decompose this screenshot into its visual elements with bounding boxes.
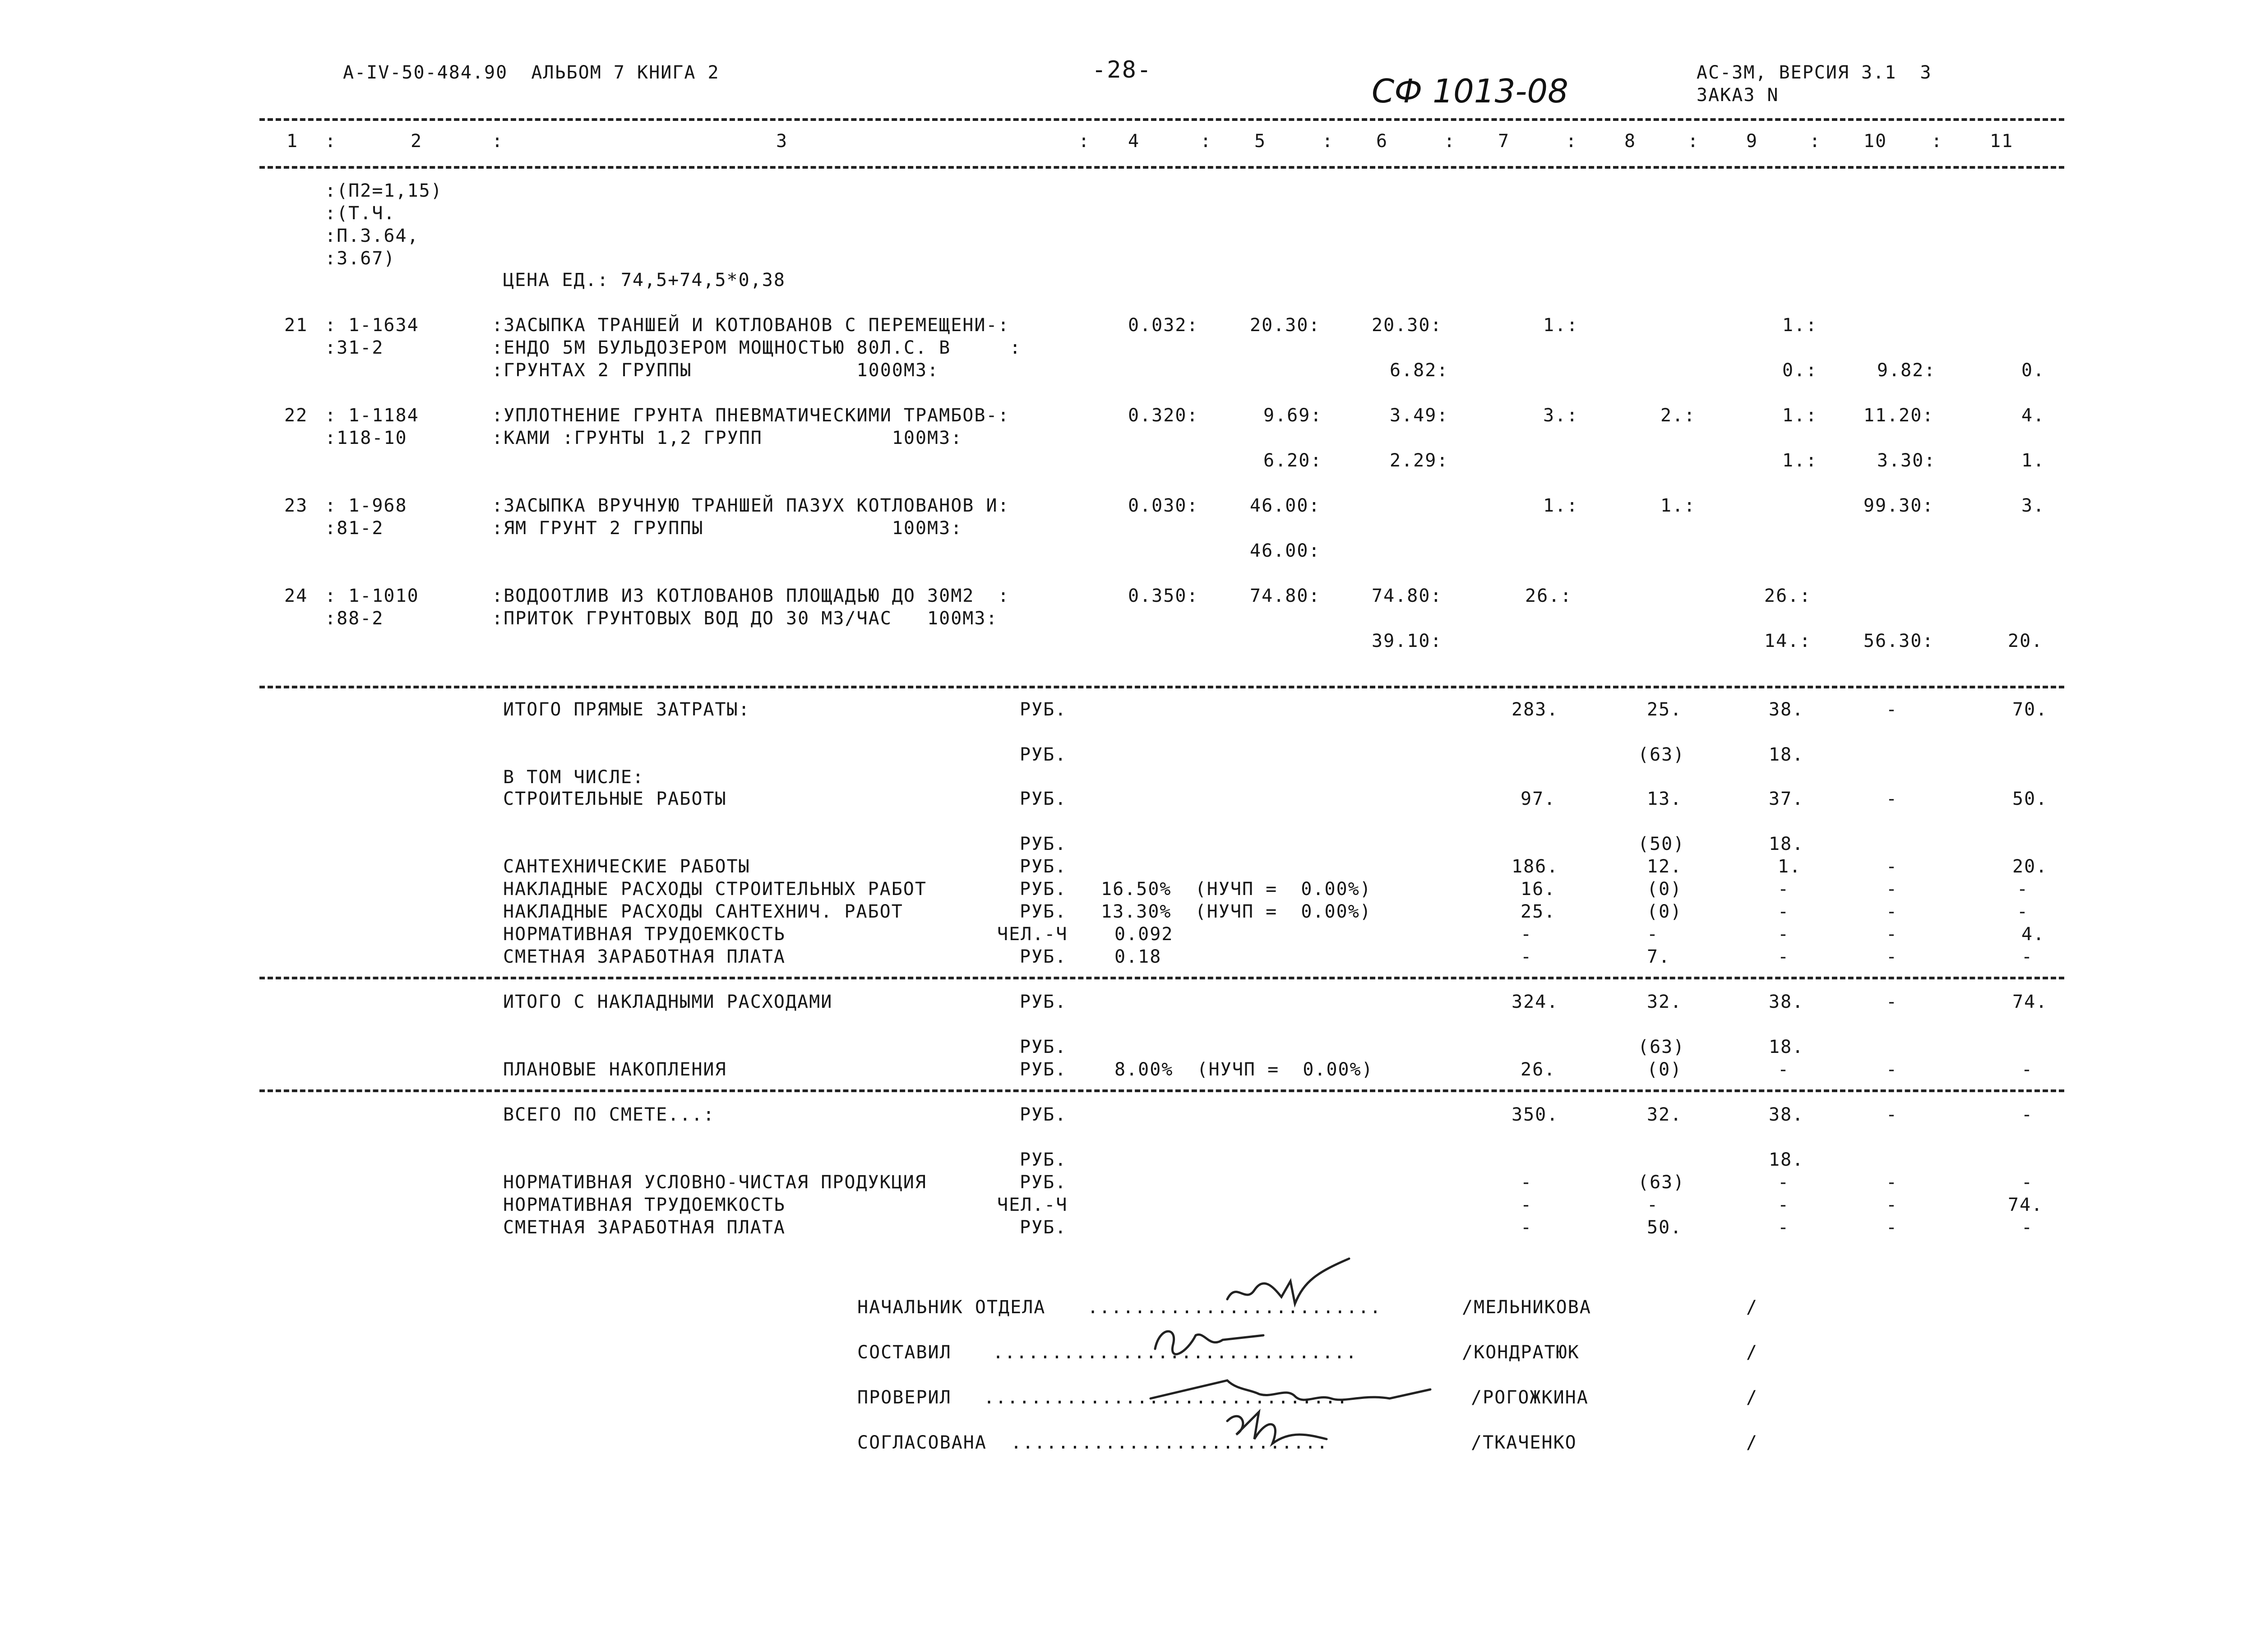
total-col4: 16.50% (НУЧП = 0.00%): [1101, 879, 1372, 900]
col-header-2: 2: [411, 131, 423, 152]
overhead-col11: 74.: [2012, 992, 2048, 1012]
grand-col11: -: [2021, 1104, 2034, 1125]
signature-end: /: [1746, 1387, 1758, 1408]
grand-col11: 74.: [2008, 1195, 2043, 1215]
header-version: АС-3М, ВЕРСИЯ 3.1 3: [1697, 62, 1932, 83]
cell-col4: 0.030:: [1128, 495, 1199, 516]
cell-col4: 0.032:: [1128, 315, 1199, 336]
item-description: :ВОДООТЛИВ ИЗ КОТЛОВАНОВ ПЛОЩАДЬЮ ДО 30М2 :: [492, 586, 1010, 606]
overhead-label: ИТОГО С НАКЛАДНЫМИ РАСХОДАМИ: [503, 992, 833, 1012]
grand-col8: 32.: [1647, 1104, 1683, 1125]
grand-col9: 38.: [1769, 1104, 1804, 1125]
cell-col6: 3.49:: [1390, 405, 1449, 426]
total-col8: 7.: [1647, 946, 1671, 967]
cell-col11: 3.: [2021, 495, 2045, 516]
cell-col7: 1.:: [1543, 315, 1579, 336]
total-col4: 0.092: [1114, 924, 1174, 945]
overhead-unit: РУБ.: [1020, 1059, 1067, 1080]
col-sep: :: [1687, 131, 1700, 152]
total-col10: -: [1886, 901, 1898, 922]
signature-dots: ...............................: [984, 1387, 1349, 1408]
overhead-label: ПЛАНОВЫЕ НАКОПЛЕНИЯ: [503, 1059, 727, 1080]
total-col9: 37.: [1769, 789, 1804, 809]
cell-col7: 26.:: [1525, 586, 1572, 606]
cell-col9: 1.:: [1782, 315, 1818, 336]
cell-col8: 2.:: [1660, 405, 1696, 426]
cell-col10: 56.30:: [1863, 631, 1934, 651]
overhead-col4: 8.00% (НУЧП = 0.00%): [1114, 1059, 1373, 1080]
total-col4: 13.30% (НУЧП = 0.00%): [1101, 901, 1372, 922]
total-col10: -: [1886, 856, 1898, 877]
total-col7: -: [1521, 924, 1533, 945]
cell-col10-sub: 3.30:: [1877, 450, 1936, 471]
item-description: :ЗАСЫПКА ВРУЧНУЮ ТРАНШЕЙ ПАЗУХ КОТЛОВАНОВ И:: [492, 495, 1010, 516]
grand-col9: -: [1778, 1217, 1790, 1238]
item-number: 24: [284, 586, 308, 606]
col-header-separators: :: [325, 131, 337, 152]
signature-dots: .........................: [1087, 1297, 1382, 1318]
col-sep: :: [492, 131, 504, 152]
item-code: : 1-1634: [325, 315, 419, 336]
overhead-unit: РУБ.: [1020, 992, 1067, 1012]
grand-col11: -: [2021, 1172, 2034, 1193]
total-col11: 70.: [2012, 699, 2048, 720]
overhead-rule: [259, 977, 2064, 979]
col-sep: :: [1809, 131, 1821, 152]
cell-col10: 9.82:: [1877, 360, 1936, 381]
total-col8: 12.: [1647, 856, 1683, 877]
total-col11: 4.: [2021, 924, 2045, 945]
grand-col7: -: [1521, 1172, 1533, 1193]
total-col11: 50.: [2012, 789, 2048, 809]
signature-name: /МЕЛЬНИКОВА: [1462, 1297, 1591, 1318]
total-col9: 38.: [1769, 699, 1804, 720]
overhead-col7: 324.: [1512, 992, 1559, 1012]
col-header-8: 8: [1624, 131, 1637, 152]
cell-col9-sub: 14.:: [1764, 631, 1812, 651]
total-unit: РУБ.: [1020, 789, 1067, 809]
header-rule-top: [259, 118, 2064, 121]
cell-col11-sub: 1.: [2021, 450, 2045, 471]
grand-col9: -: [1778, 1195, 1790, 1215]
header-rule-bottom: [259, 166, 2064, 169]
total-col11: -: [2017, 879, 2029, 900]
col-sep: :: [1931, 131, 1943, 152]
total-col10: -: [1886, 946, 1898, 967]
cell-col6: 74.80:: [1372, 586, 1442, 606]
overhead-col8: (63): [1638, 1037, 1685, 1057]
col-sep: :: [1566, 131, 1578, 152]
total-col11: -: [2017, 901, 2029, 922]
total-col8: (0): [1647, 901, 1683, 922]
total-col8: 25.: [1647, 699, 1683, 720]
overhead-unit: РУБ.: [1020, 1037, 1067, 1057]
total-label: САНТЕХНИЧЕСКИЕ РАБОТЫ: [503, 856, 750, 877]
overhead-col11: -: [2021, 1059, 2034, 1080]
cell-col5: 20.30:: [1250, 315, 1321, 336]
cell-col11: 20.: [2008, 631, 2043, 651]
cell-col9: 1.:: [1782, 405, 1818, 426]
col-sep: :: [1322, 131, 1334, 152]
coefficient-note-4: :3.67): [325, 248, 396, 269]
col-header-4: 4: [1128, 131, 1140, 152]
grand-col8: 50.: [1647, 1217, 1683, 1238]
total-col7: 25.: [1521, 901, 1556, 922]
grand-unit: ЧЕЛ.-Ч: [997, 1195, 1068, 1215]
col-sep: :: [1078, 131, 1091, 152]
total-col9: 1.: [1778, 856, 1802, 877]
grand-col7: -: [1521, 1217, 1533, 1238]
item-code: : 1-1010: [325, 586, 419, 606]
cell-col6-sub: 2.29:: [1390, 450, 1449, 471]
cell-col5: 9.69:: [1263, 405, 1322, 426]
item-description: :ГРУНТАХ 2 ГРУППЫ 1000М3:: [492, 360, 939, 381]
grand-col7: -: [1521, 1195, 1533, 1215]
signature-name: /КОНДРАТЮК: [1462, 1342, 1580, 1363]
total-unit: РУБ.: [1020, 744, 1067, 765]
page-number: -28-: [1092, 56, 1152, 83]
item-code-sub: :88-2: [325, 608, 384, 629]
total-col8: (63): [1638, 744, 1685, 765]
total-col7: 97.: [1521, 789, 1556, 809]
handwritten-order-code: СФ 1013-08: [1372, 72, 1568, 110]
overhead-col9: 38.: [1769, 992, 1804, 1012]
total-col9: 18.: [1769, 744, 1804, 765]
total-col9: -: [1778, 946, 1790, 967]
grand-col9: 18.: [1769, 1149, 1804, 1170]
overhead-col8: (0): [1647, 1059, 1683, 1080]
grand-label: НОРМАТИВНАЯ ТРУДОЕМКОСТЬ: [503, 1195, 786, 1215]
handwritten-signature-4: [1218, 1394, 1336, 1453]
signature-role: СОГЛАСОВАНА: [857, 1432, 987, 1453]
cell-col8: 1.:: [1660, 495, 1696, 516]
col-header-10: 10: [1863, 131, 1887, 152]
total-col7: 186.: [1512, 856, 1559, 877]
total-label: СМЕТНАЯ ЗАРАБОТНАЯ ПЛАТА: [503, 946, 786, 967]
grand-label: НОРМАТИВНАЯ УСЛОВНО-ЧИСТАЯ ПРОДУКЦИЯ: [503, 1172, 927, 1193]
overhead-col9: 18.: [1769, 1037, 1804, 1057]
col-sep: :: [1444, 131, 1456, 152]
col-header-1: 1: [287, 131, 299, 152]
cell-col11: 0.: [2021, 360, 2045, 381]
signature-end: /: [1746, 1342, 1758, 1363]
signature-role: СОСТАВИЛ: [857, 1342, 952, 1363]
col-header-7: 7: [1498, 131, 1510, 152]
total-label: СТРОИТЕЛЬНЫЕ РАБОТЫ: [503, 789, 727, 809]
signature-end: /: [1746, 1432, 1758, 1453]
total-col7: 16.: [1521, 879, 1556, 900]
signature-dots: ...............................: [993, 1342, 1358, 1363]
item-description: :ЗАСЫПКА ТРАНШЕЙ И КОТЛОВАНОВ С ПЕРЕМЕЩЕНИ-:: [492, 315, 1010, 336]
grand-col10: -: [1886, 1172, 1898, 1193]
item-description: :ПРИТОК ГРУНТОВЫХ ВОД ДО 30 М3/ЧАС 100М3:: [492, 608, 998, 629]
total-unit: РУБ.: [1020, 901, 1067, 922]
cell-col4: 0.350:: [1128, 586, 1199, 606]
total-col7: 283.: [1512, 699, 1559, 720]
total-label: ИТОГО ПРЯМЫЕ ЗАТРАТЫ:: [503, 699, 750, 720]
overhead-col10: -: [1886, 992, 1898, 1012]
grand-col10: -: [1886, 1104, 1898, 1125]
overhead-col7: 26.: [1521, 1059, 1556, 1080]
coefficient-note-2: :(Т.Ч.: [325, 203, 396, 224]
item-code-sub: :81-2: [325, 518, 384, 539]
signature-dots: ...........................: [1011, 1432, 1329, 1453]
total-label: НАКЛАДНЫЕ РАСХОДЫ САНТЕХНИЧ. РАБОТ: [503, 901, 903, 922]
grand-unit: РУБ.: [1020, 1217, 1067, 1238]
col-header-5: 5: [1254, 131, 1267, 152]
total-col10: -: [1886, 879, 1898, 900]
item-code-sub: :31-2: [325, 337, 384, 358]
overhead-col9: -: [1778, 1059, 1790, 1080]
cell-col9-sub: 1.:: [1782, 450, 1818, 471]
total-col8: 13.: [1647, 789, 1683, 809]
total-col10: -: [1886, 924, 1898, 945]
header-order: ЗАКАЗ N: [1697, 85, 1779, 106]
cell-col7: 1.:: [1543, 495, 1579, 516]
item-code: : 1-1184: [325, 405, 419, 426]
grand-col8: -: [1647, 1195, 1659, 1215]
signature-name: /РОГОЖКИНА: [1471, 1387, 1589, 1408]
grand-unit: РУБ.: [1020, 1172, 1067, 1193]
unit-price-note: ЦЕНА ЕД.: 74,5+74,5*0,38: [503, 270, 786, 291]
grand-label: ВСЕГО ПО СМЕТЕ...:: [503, 1104, 715, 1125]
signature-role: ПРОВЕРИЛ: [857, 1387, 952, 1408]
item-description: :УПЛОТНЕНИЕ ГРУНТА ПНЕВМАТИЧЕСКИМИ ТРАМБОВ-:: [492, 405, 1010, 426]
total-col8: -: [1647, 924, 1659, 945]
grand-unit: РУБ.: [1020, 1149, 1067, 1170]
cell-col5: 74.80:: [1250, 586, 1321, 606]
total-unit: РУБ.: [1020, 834, 1067, 854]
grand-col9: -: [1778, 1172, 1790, 1193]
cell-col5-sub: 46.00:: [1250, 540, 1321, 561]
total-col10: -: [1886, 699, 1898, 720]
signature-role: НАЧАЛЬНИК ОТДЕЛА: [857, 1297, 1046, 1318]
total-unit: РУБ.: [1020, 856, 1067, 877]
cell-col10: 11.20:: [1863, 405, 1934, 426]
cell-col9-sub: 0.:: [1782, 360, 1818, 381]
col-header-6: 6: [1376, 131, 1388, 152]
col-header-11: 11: [1990, 131, 2014, 152]
total-label: В ТОМ ЧИСЛЕ:: [503, 767, 644, 788]
handwritten-signature-1: [1218, 1254, 1354, 1317]
total-unit: ЧЕЛ.-Ч: [997, 924, 1068, 945]
total-unit: РУБ.: [1020, 946, 1067, 967]
cell-col5: 46.00:: [1250, 495, 1321, 516]
grand-col10: -: [1886, 1217, 1898, 1238]
handwritten-signature-2: [1146, 1308, 1281, 1362]
total-col10: -: [1886, 789, 1898, 809]
overhead-col8: 32.: [1647, 992, 1683, 1012]
grand-col10: -: [1886, 1195, 1898, 1215]
cell-col4: 0.320:: [1128, 405, 1199, 426]
total-unit: РУБ.: [1020, 699, 1067, 720]
total-unit: РУБ.: [1020, 879, 1067, 900]
col-header-3: 3: [776, 131, 788, 152]
total-label: НОРМАТИВНАЯ ТРУДОЕМКОСТЬ: [503, 924, 786, 945]
grand-col11: -: [2021, 1217, 2034, 1238]
totals-rule: [259, 686, 2064, 688]
item-description: :ЯМ ГРУНТ 2 ГРУППЫ 100М3:: [492, 518, 963, 539]
header-left: А-IV-50-484.90 АЛЬБОМ 7 КНИГА 2: [343, 62, 720, 83]
overhead-col10: -: [1886, 1059, 1898, 1080]
total-label: НАКЛАДНЫЕ РАСХОДЫ СТРОИТЕЛЬНЫХ РАБОТ: [503, 879, 927, 900]
col-header-9: 9: [1746, 131, 1758, 152]
signature-end: /: [1746, 1297, 1758, 1318]
item-code: : 1-968: [325, 495, 407, 516]
total-col9: -: [1778, 879, 1790, 900]
coefficient-note-3: :П.3.64,: [325, 226, 419, 246]
total-col8: (0): [1647, 879, 1683, 900]
total-col4: 0.18: [1114, 946, 1162, 967]
grand-col7: 350.: [1512, 1104, 1559, 1125]
item-code-sub: :118-10: [325, 428, 407, 448]
item-description: :КАМИ :ГРУНТЫ 1,2 ГРУПП 100М3:: [492, 428, 963, 448]
total-col7: -: [1521, 946, 1533, 967]
cell-col11: 4.: [2021, 405, 2045, 426]
grand-rule: [259, 1089, 2064, 1092]
item-number: 22: [284, 405, 308, 426]
cell-col6-sub: 39.10:: [1372, 631, 1442, 651]
grand-label: СМЕТНАЯ ЗАРАБОТНАЯ ПЛАТА: [503, 1217, 786, 1238]
grand-unit: РУБ.: [1020, 1104, 1067, 1125]
signature-name: /ТКАЧЕНКО: [1471, 1432, 1577, 1453]
cell-col9: 26.:: [1764, 586, 1812, 606]
item-description: :ЕНДО 5М БУЛЬДОЗЕРОМ МОЩНОСТЬЮ 80Л.С. В :: [492, 337, 1022, 358]
total-col9: 18.: [1769, 834, 1804, 854]
total-col11: -: [2021, 946, 2034, 967]
cell-col5-sub: 6.20:: [1263, 450, 1322, 471]
col-sep: :: [1200, 131, 1212, 152]
total-col11: 20.: [2012, 856, 2048, 877]
cell-col6-sub: 6.82:: [1390, 360, 1449, 381]
cell-col10: 99.30:: [1863, 495, 1934, 516]
cell-col6: 20.30:: [1372, 315, 1442, 336]
item-number: 21: [284, 315, 308, 336]
total-col8: (50): [1638, 834, 1685, 854]
grand-col8: (63): [1638, 1172, 1685, 1193]
item-number: 23: [284, 495, 308, 516]
total-col9: -: [1778, 901, 1790, 922]
coefficient-note-1: :(П2=1,15): [325, 180, 443, 201]
cell-col7: 3.:: [1543, 405, 1579, 426]
total-col9: -: [1778, 924, 1790, 945]
